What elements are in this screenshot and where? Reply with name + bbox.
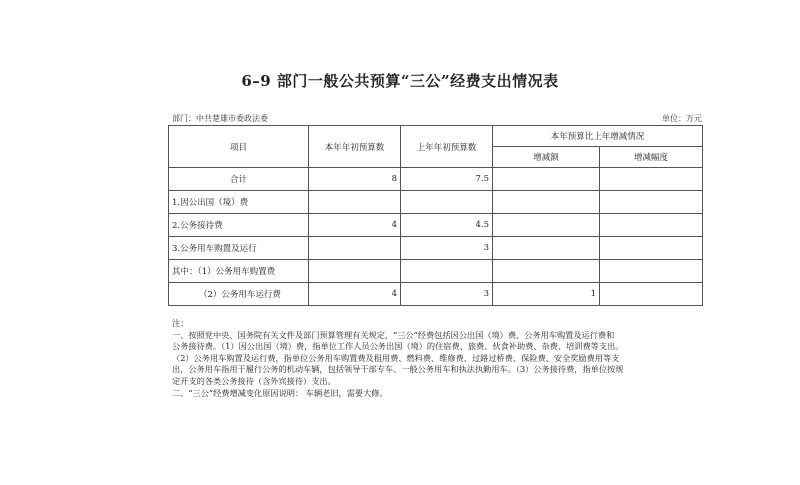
row-amount	[493, 237, 600, 260]
row-rate	[600, 191, 703, 214]
row-amount: 1	[493, 283, 600, 306]
row-current: 8	[309, 168, 401, 191]
row-rate	[600, 168, 703, 191]
row-amount	[493, 168, 600, 191]
row-last: 3	[401, 283, 493, 306]
row-last	[401, 260, 493, 283]
row-current	[309, 237, 401, 260]
note-line: 出，公务用车指用于履行公务的机动车辆，包括领导干部专车、一般公务用车和执法执勤用车。（3）公务接待费，指单位按规	[172, 364, 624, 375]
table-row	[169, 191, 703, 214]
note-line: 二、“三公”经费增减变化原因说明： 车辆老旧，需要大修。	[172, 387, 388, 398]
header-last-year: 上年年初预算数	[401, 126, 493, 168]
table-row	[169, 214, 703, 237]
table-row	[169, 168, 703, 191]
row-amount	[493, 191, 600, 214]
notes-label: 注：	[172, 318, 189, 328]
row-rate	[600, 237, 703, 260]
row-last	[401, 191, 493, 214]
header-current-year: 本年年初预算数	[309, 126, 401, 168]
row-rate	[600, 260, 703, 283]
row-item: 3.公务用车购置及运行	[169, 237, 309, 260]
unit-label: 单位：万元	[662, 114, 702, 123]
note-line: 一、按照党中央、国务院有关文件及部门预算管理有关规定，“三公”经费包括因公出国（境）费、公务用车购置及运行费和	[172, 329, 615, 340]
table-row	[169, 283, 703, 306]
header-increase-amount: 增减额	[493, 147, 600, 168]
table-row	[169, 237, 703, 260]
row-last: 7.5	[401, 168, 493, 191]
row-item: 其中：（1）公务用车购置费	[169, 260, 309, 283]
note-line: 公务接待费。（1）因公出国（境）费，指单位工作人员公务出国（境）的住宿费、旅费、伙食补助费、杂费、培训费等支出。	[172, 341, 624, 352]
department-label: 部门：中共楚雄市委政法委	[172, 114, 268, 123]
note-line: 定开支的各类公务接待（含外宾接待）支出。	[172, 375, 336, 386]
row-current: 4	[309, 214, 401, 237]
row-item: （2）公务用车运行费	[169, 283, 309, 306]
three-public-expense-table	[168, 125, 703, 306]
row-item: 2.公务接待费	[169, 214, 309, 237]
row-item: 1.因公出国（境）费	[169, 191, 309, 214]
header-increase-rate: 增减幅度	[600, 147, 703, 168]
row-current	[309, 260, 401, 283]
header-item: 项目	[169, 126, 309, 168]
header-comparison: 本年预算比上年增减情况	[493, 126, 703, 147]
row-rate	[600, 214, 703, 237]
row-amount	[493, 260, 600, 283]
page-title: 6–9 部门一般公共预算“三公”经费支出情况表	[241, 72, 559, 90]
notes	[172, 318, 707, 399]
row-current	[309, 191, 401, 214]
row-rate	[600, 283, 703, 306]
row-item: 合计	[169, 168, 309, 191]
row-current: 4	[309, 283, 401, 306]
row-last: 3	[401, 237, 493, 260]
row-amount	[493, 214, 600, 237]
note-line: （2）公务用车购置及运行费，指单位公务用车购置费及租用费、燃料费、维修费、过路过桥费、保险费、安全奖励费用等支	[172, 352, 620, 363]
row-last: 4.5	[401, 214, 493, 237]
table-row	[169, 260, 703, 283]
